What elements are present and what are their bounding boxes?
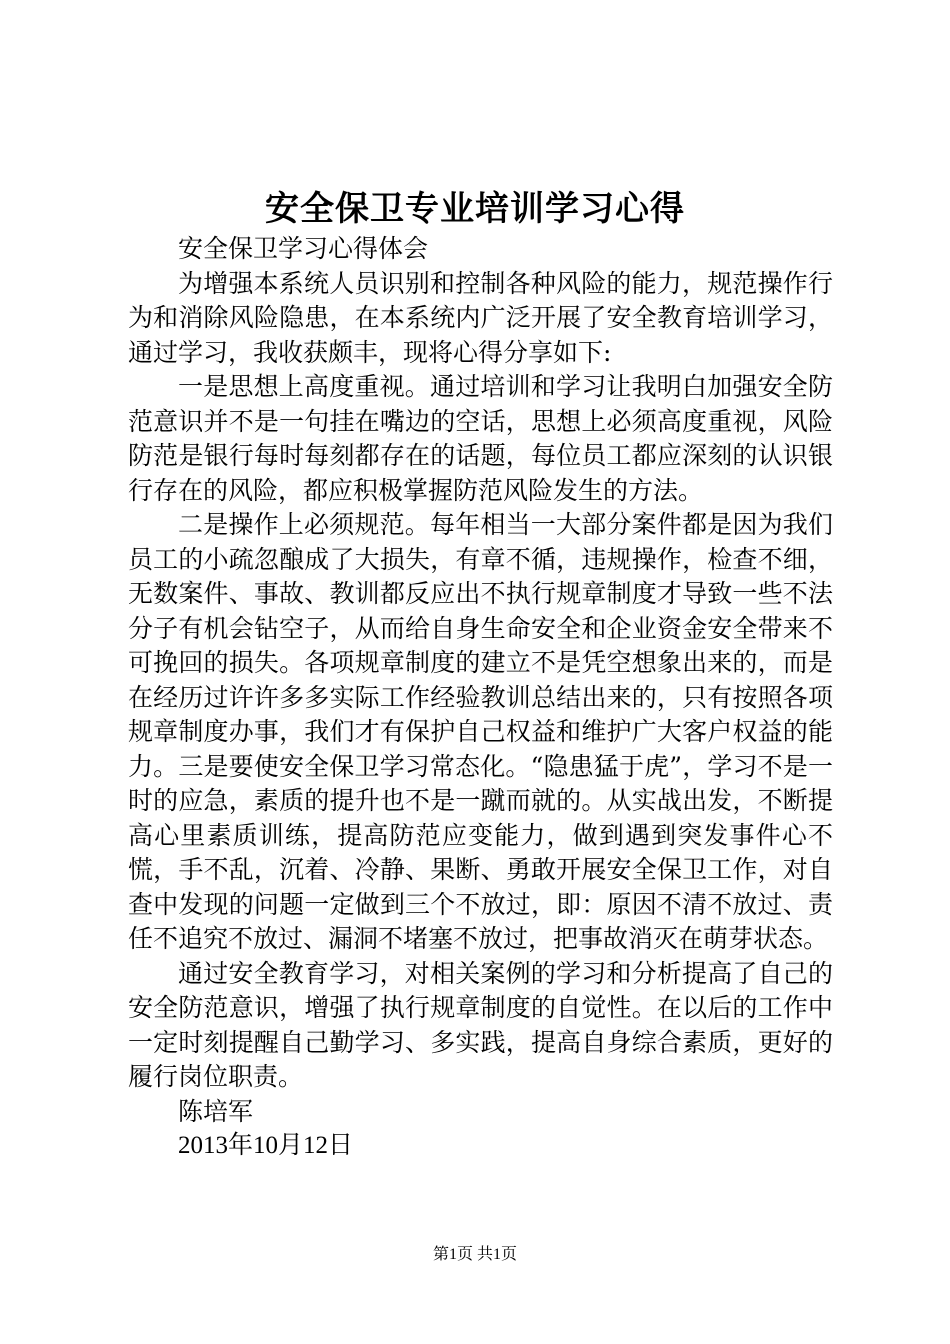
document-title: 安全保卫专业培训学习心得	[265, 189, 685, 229]
author-signature: 陈培军	[178, 1096, 254, 1126]
paragraph-conclusion: 通过安全教育学习，对相关案例的学习和分析提高了自己的安全防范意识，增强了执行规章制度的自觉性。在以后的工作中一定时刻提醒自己勤学习、多实践，提高自身综合素质，更好的履行岗位职责。	[128, 958, 833, 1091]
document-subtitle: 安全保卫学习心得体会	[178, 234, 429, 263]
document-date: 2013年10月12日	[178, 1132, 354, 1159]
paragraph-intro: 为增强本系统人员识别和控制各种风险的能力，规范操作行为和消除风险隐患，在本系统内广泛开展了安全教育培训学习，通过学习，我收获颇丰，现将心得分享如下:	[128, 268, 833, 367]
paragraph-point-two: 二是操作上必须规范。每年相当一大部分案件都是因为我们员工的小疏忽酿成了大损失，有章不循，违规操作，检查不细，无数案件、事故、教训都反应出不执行规章制度才导致一些不法分子有机会钻空子，从而给自身生命安全和企业资金安全带来不可挽回的损失。各项规章制度的建立不是凭空想象出来的，而是在经历过许许多多实际工作经验教训总结出来的，只有按照各项规章制度办事，我们才有保护自己权益和维护广大客户权益的能力。三是要使安全保卫学习常态化。“隐患猛于虎”，学习不是一时的应急，素质的提升也不是一蹴而就的。从实战出发，不断提高心里素质训练，提高防范应变能力，做到遇到突发事件心不慌，手不乱，沉着、冷静、果断、勇敢开展安全保卫工作，对自查中发现的问题一定做到三个不放过，即：原因不清不放过、责任不追究不放过、漏洞不堵塞不放过，把事故消灭在萌芽状态。	[128, 510, 833, 953]
document-body	[128, 232, 833, 1164]
paragraph-point-one: 一是思想上高度重视。通过培训和学习让我明白加强安全防范意识并不是一句挂在嘴边的空话，思想上必须高度重视，风险防范是银行每时每刻都存在的话题，每位员工都应深刻的认识银行存在的风险，都应积极掌握防范风险发生的方法。	[128, 372, 833, 505]
page-footer: 第1页 共1页	[432, 1246, 517, 1263]
